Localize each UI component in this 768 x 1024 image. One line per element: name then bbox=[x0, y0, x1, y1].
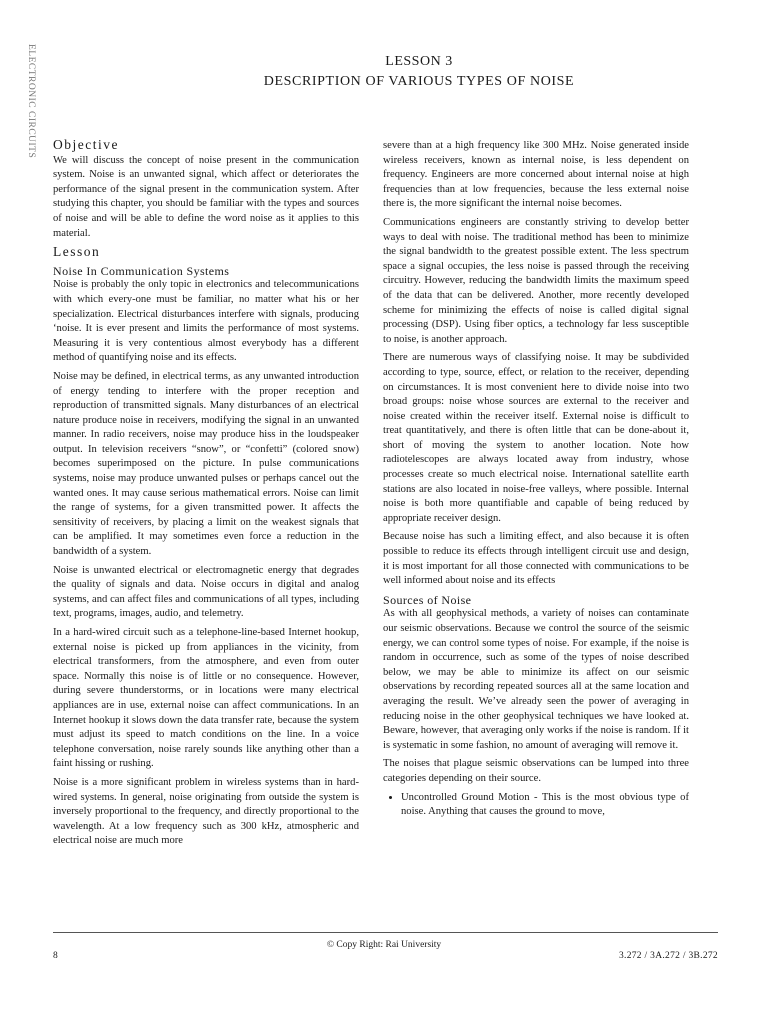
section-heading-sources-of-noise: Sources of Noise bbox=[383, 592, 472, 607]
lesson-number: LESSON 3 bbox=[385, 54, 453, 69]
footer-copyright: © Copy Right: Rai University bbox=[326, 940, 442, 950]
paragraph: As with all geophysical methods, a variety of noises can contaminate our seismic observations. Because we control the source of the seismic energy, we can control some types of noise. For example, if the noise is random in occurrence, such as some of the types of noise described below, we may be able to minimize its affect on our seismic observations by recording repeated sources all at the same location and averaging the result. We’ve already seen the power of averaging in reducing noise in the other geophysical techniques we have looked at. Beware, however, that averaging only works if the noise is random. If it is systematic in some fashion, no amount of averaging will remove it. bbox=[383, 608, 689, 751]
paragraph: Noise may be defined, in electrical terms, as any unwanted introduction of energy tending to interfere with the proper reception and reproduction of transmitted signals. Many disturbances of an electrical nature produce noise in receivers, modifying the signal in an unwanted manner. In radio receivers, noise may produce hiss in the loudspeaker output. In television receivers “snow”, or “confetti” (colored snow) becomes superimposed on the picture. In pulse communications systems, noise may produce unwanted pulses or perhaps cancel out the wanted ones. It may cause serious mathematical errors. Noise can limit the range of systems, for a given transmitted power. It affects the sensitivity of receivers, by placing a limit on the weakest signals that can be amplified. It may sometimes even force a reduction in the bandwidth of a system. bbox=[53, 370, 359, 558]
page-number: 8 bbox=[53, 951, 58, 961]
objective-paragraph: We will discuss the concept of noise present in the communication system. Noise is an unwanted signal, which affect or deteriorates the performance of the signal present in the communication system. After studying this chapter, you should be familiar with the types and sources of noise and will be able to define the word noise as it applies to this material. bbox=[53, 154, 359, 239]
left-column bbox=[53, 136, 359, 853]
paragraph: Noise is probably the only topic in electronics and telecommunications with which every-one must be familiar, no matter what his or her specialization. Electrical disturbances interfere with signals, producing ‘noise. It is ever present and limits the performance of most systems. Measuring it is very contentious almost everybody has a different method of quantifying noise and its effects. bbox=[53, 279, 359, 364]
page-header bbox=[0, 54, 768, 90]
side-running-title: ELECTRONIC CIRCUITS bbox=[26, 44, 36, 159]
paragraph: severe than at a high frequency like 300 MHz. Noise generated inside wireless receivers, known as internal noise, is less dependent on frequency. Engineers are more concerned about internal noise at high frequencies than at low frequencies, because the less external noise there is, the more significant the internal noise becomes. bbox=[383, 140, 689, 210]
paragraph: Because noise has such a limiting effect, and also because it is often possible to reduce its effects through intelligent circuit use and design, it is most important for all those connected with communications to be well informed about noise and its effects bbox=[383, 531, 689, 587]
section-heading-noise-communication: Noise In Communication Systems bbox=[53, 263, 230, 278]
paragraph: The noises that plague seismic observations can be lumped into three categories depending on their source. bbox=[383, 758, 689, 784]
paragraph: There are numerous ways of classifying noise. It may be subdivided according to type, source, effect, or relation to the receiver, depending on circumstances. It is most convenient here to divide noise into two broad groups: noise whose sources are external to the receiver and noise created within the receiver itself. External noise is difficult to treat quantitatively, and there is often little that can be done-about it, short of moving the system to another location. Note how radiotelescopes are always located away from industry, whose processes create so much electrical noise. International satellite earth stations are also located in noise-free valleys, where possible. Internal noise is both more quantifiable and capable of being reduced by appropriate receiver design. bbox=[383, 352, 689, 524]
bullet-item: • Uncontrolled Ground Motion - This is the most obvious type of noise. Anything that causes the ground to move, bbox=[401, 791, 689, 820]
right-column bbox=[383, 139, 689, 820]
bullet-list bbox=[383, 791, 689, 820]
paragraph: Noise is unwanted electrical or electromagnetic energy that degrades the quality of signals and data. Noise occurs in digital and analog systems, and can affect files and communications of all types, including text, programs, images, audio, and telemetry. bbox=[53, 564, 359, 620]
paragraph: Noise is a more significant problem in wireless systems than in hard-wired systems. In general, noise originating from outside the system is inversely proportional to the frequency, and directly proportional to the wavelength. At a low frequency such as 300 kHz, atmospheric and electrical noise are much more bbox=[53, 776, 359, 847]
lesson-title: DESCRIPTION OF VARIOUS TYPES OF NOISE bbox=[263, 74, 575, 89]
lesson-heading: Lesson bbox=[53, 244, 101, 260]
paragraph: In a hard-wired circuit such as a telephone-line-based Internet hookup, external noise is picked up from appliances in the vicinity, from electrical transformers, from the atmosphere, and even from outer space. Normally this noise is of little or no consequence. However, during severe thunderstorms, or in locations were many electrical appliances are in use, external noise can affect communications. In an Internet hookup it slows down the data transfer rate, because the system must adjust its speed to match conditions on the line. In a voice telephone conversation, noise rarely sounds like anything other than a faint hissing or rushing. bbox=[53, 627, 359, 770]
footer-divider bbox=[53, 932, 718, 933]
course-code: 3.272 / 3A.272 / 3B.272 bbox=[618, 951, 718, 961]
paragraph: Communications engineers are constantly striving to develop better ways to deal with noise. The traditional method has been to minimize the signal bandwidth to the greatest possible extent. The less spectrum space a signal occupies, the less noise is passed through the receiving circuitry. However, reducing the bandwidth limits the maximum speed of the data that can be delivered. Another, more recently developed scheme for minimizing the effects of noise is called digital signal processing (DSP). Using fiber optics, a technology far less susceptible to noise, is another approach. bbox=[383, 216, 689, 345]
objective-heading: Objective bbox=[53, 137, 119, 152]
